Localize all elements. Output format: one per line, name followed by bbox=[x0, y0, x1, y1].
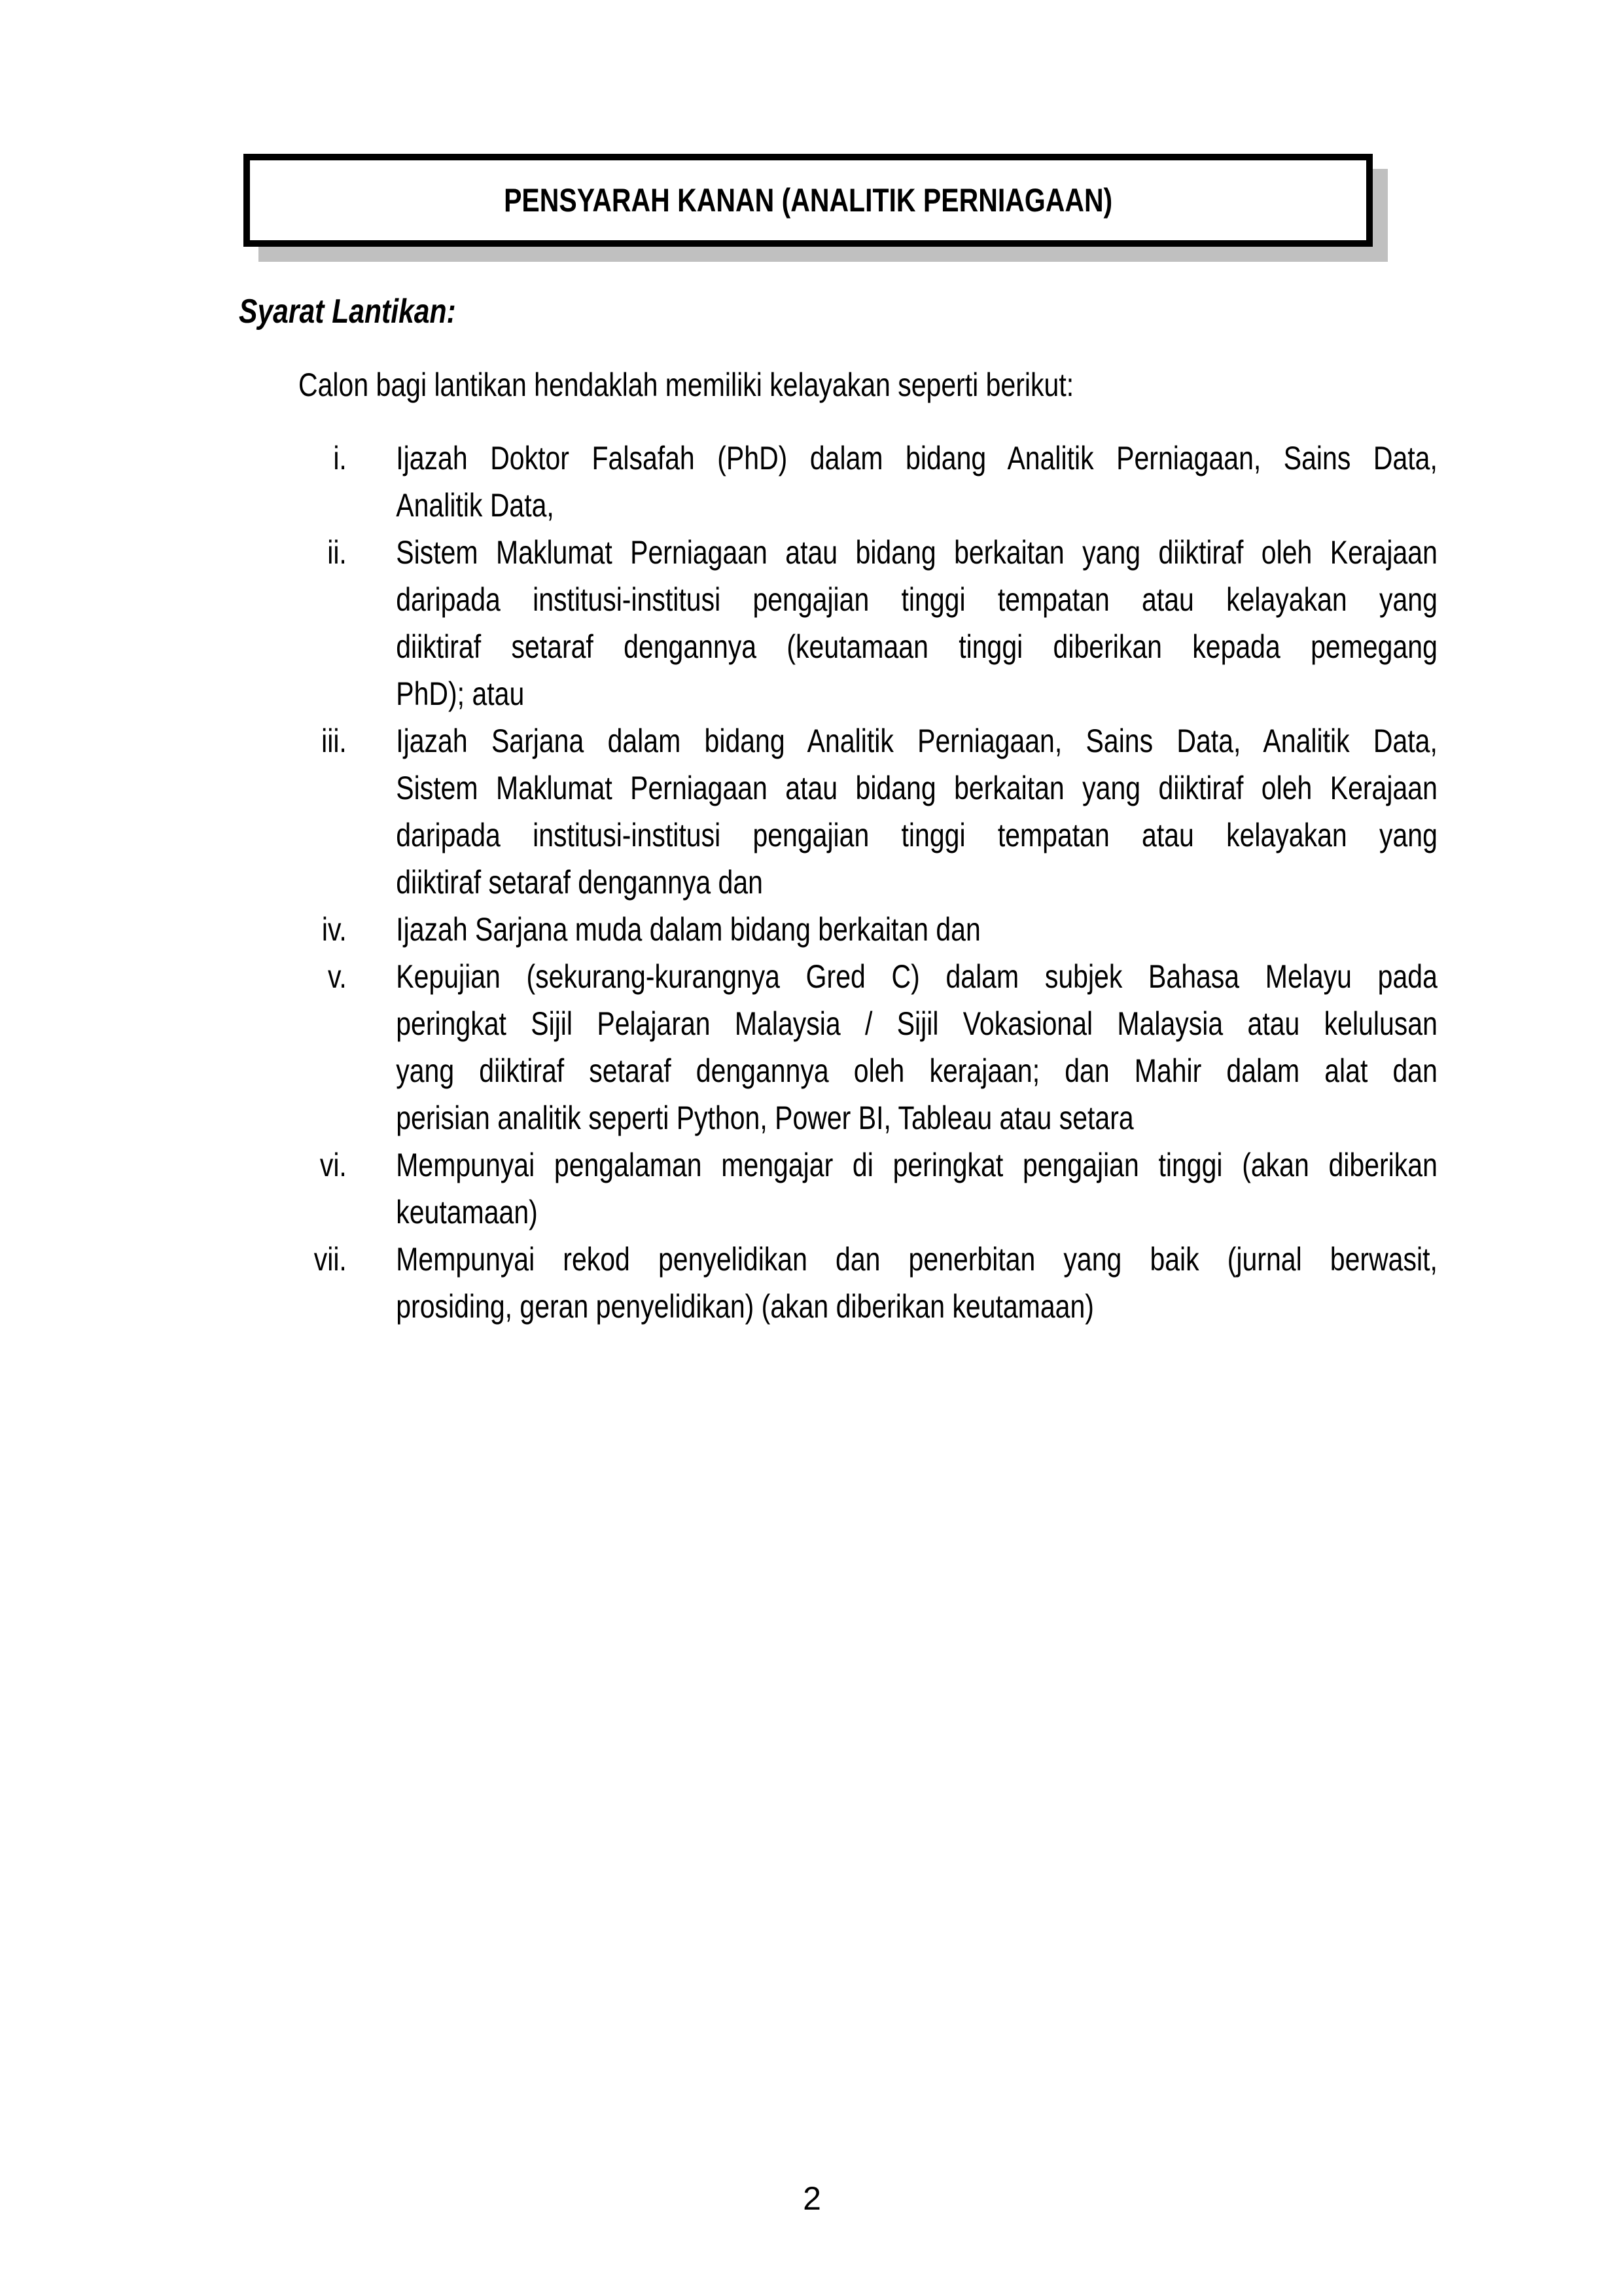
list-item bbox=[239, 1236, 1438, 1330]
text-line: daripada institusi-institusi pengajian tinggi tempatan atau kelayakan yang bbox=[396, 581, 1438, 618]
title-box bbox=[243, 154, 1373, 247]
text-line: keutamaan) bbox=[396, 1194, 538, 1230]
list-item-number: vi. bbox=[319, 1147, 347, 1183]
text-line: yang diiktiraf setaraf dengannya oleh kerajaan; dan Mahir dalam alat dan bbox=[396, 1052, 1438, 1089]
list-item-text bbox=[396, 435, 1438, 529]
text-line: diiktiraf setaraf dengannya dan bbox=[396, 864, 763, 901]
list-item-text bbox=[396, 1236, 1438, 1330]
list-item bbox=[239, 1141, 1438, 1236]
list-item-text bbox=[396, 529, 1438, 717]
text-line: Mempunyai rekod penyelidikan dan penerbitan yang baik (jurnal berwasit, bbox=[396, 1241, 1438, 1278]
text-line: Ijazah Doktor Falsafah (PhD) dalam bidang Analitik Perniagaan, Sains Data, bbox=[396, 440, 1438, 476]
intro-text: Calon bagi lantikan hendaklah memiliki kelayakan seperti berikut: bbox=[298, 367, 1074, 403]
text-line: prosiding, geran penyelidikan) (akan diberikan keutamaan) bbox=[396, 1288, 1094, 1325]
list-item bbox=[239, 529, 1438, 717]
document-body bbox=[239, 288, 1438, 1330]
text-line: PhD); atau bbox=[396, 675, 525, 712]
list-item-text bbox=[396, 1141, 1438, 1236]
list-item-text bbox=[396, 717, 1438, 906]
section-heading: Syarat Lantikan: bbox=[239, 293, 456, 331]
text-line: Ijazah Sarjana dalam bidang Analitik Perniagaan, Sains Data, Analitik Data, bbox=[396, 723, 1438, 759]
list-item-number: i. bbox=[333, 440, 347, 476]
list-item bbox=[239, 717, 1438, 906]
list-item-text bbox=[396, 906, 1438, 953]
list-item bbox=[239, 906, 1438, 953]
list-item-text bbox=[396, 953, 1438, 1141]
text-line: Ijazah Sarjana muda dalam bidang berkaitan dan bbox=[396, 911, 981, 948]
text-line: Analitik Data, bbox=[396, 487, 554, 524]
text-line: peringkat Sijil Pelajaran Malaysia / Sijil Vokasional Malaysia atau kelulusan bbox=[396, 1005, 1438, 1042]
requirements-list bbox=[239, 435, 1438, 1330]
text-line: perisian analitik seperti Python, Power BI, Tableau atau setara bbox=[396, 1100, 1134, 1136]
text-line: Sistem Maklumat Perniagaan atau bidang berkaitan yang diiktiraf oleh Kerajaan bbox=[396, 534, 1438, 571]
text-line: diiktiraf setaraf dengannya (keutamaan tinggi diberikan kepada pemegang bbox=[396, 628, 1438, 665]
text-line: Kepujian (sekurang-kurangnya Gred C) dalam subjek Bahasa Melayu pada bbox=[396, 958, 1438, 995]
list-item bbox=[239, 435, 1438, 529]
page-title: PENSYARAH KANAN (ANALITIK PERNIAGAAN) bbox=[503, 182, 1113, 219]
list-item-number: vii. bbox=[313, 1241, 347, 1278]
list-item bbox=[239, 953, 1438, 1141]
text-line: Sistem Maklumat Perniagaan atau bidang berkaitan yang diiktiraf oleh Kerajaan bbox=[396, 770, 1438, 806]
list-item-number: iv. bbox=[321, 911, 347, 948]
text-line: Mempunyai pengalaman mengajar di peringkat pengajian tinggi (akan diberikan bbox=[396, 1147, 1438, 1183]
list-item-number: ii. bbox=[327, 534, 347, 571]
text-line: daripada institusi-institusi pengajian tinggi tempatan atau kelayakan yang bbox=[396, 817, 1438, 853]
list-item-number: iii. bbox=[321, 723, 347, 759]
page-number: 2 bbox=[803, 2180, 821, 2217]
list-item-number: v. bbox=[327, 958, 347, 995]
